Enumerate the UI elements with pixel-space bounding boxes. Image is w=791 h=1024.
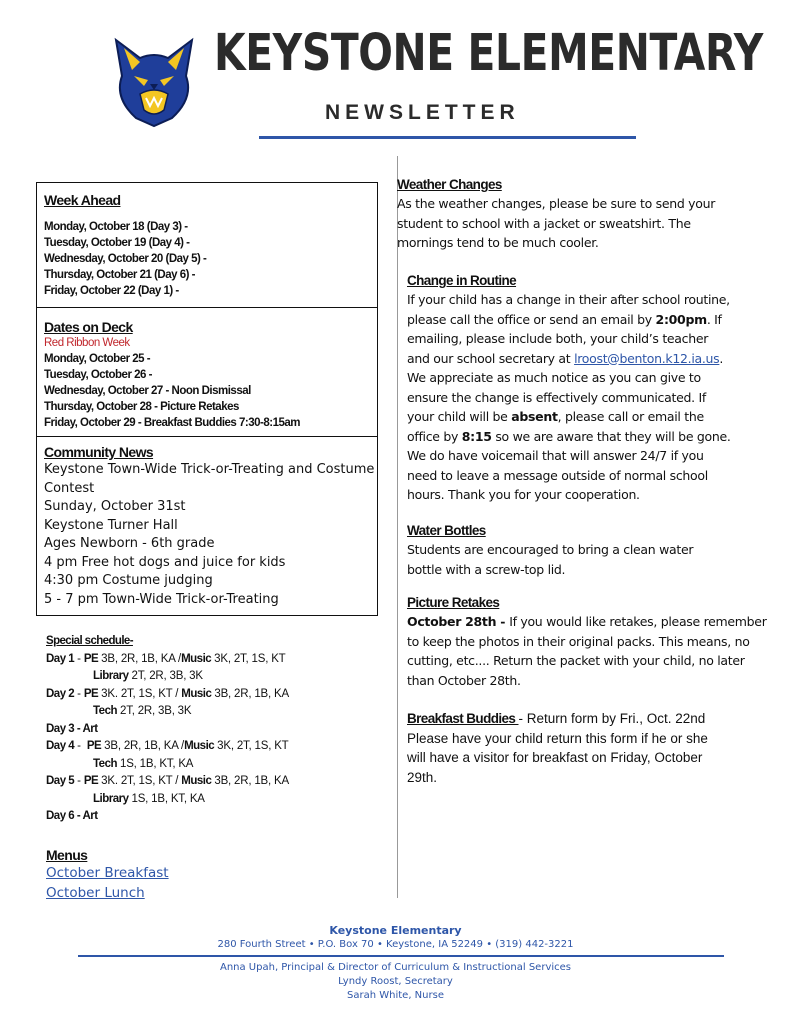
- routine-line: If your child has a change in their after school routine,: [407, 292, 730, 307]
- october-lunch-link[interactable]: October Lunch: [46, 884, 145, 901]
- special-schedule-heading: Special schedule-: [46, 635, 133, 647]
- community-line: 5 - 7 pm Town-Wide Trick-or-Treating: [44, 591, 279, 607]
- schedule-day-3: Day 3 - Art: [46, 722, 98, 735]
- routine-line: emailing, please include both, your child’s teacher: [407, 331, 709, 346]
- community-line: 4 pm Free hot dogs and juice for kids: [44, 554, 286, 570]
- water-section: [407, 521, 693, 579]
- wildcat-logo-icon: [110, 36, 198, 128]
- buddies-line: 29th.: [407, 769, 438, 785]
- secretary-email-link[interactable]: lroost@benton.k12.ia.us: [574, 350, 720, 366]
- community-news-heading: Community News: [44, 444, 154, 460]
- week-ahead-item: Monday, October 18 (Day 3) -: [44, 221, 188, 233]
- community-line: Sunday, October 31st: [44, 499, 186, 514]
- dates-on-deck-heading: Dates on Deck: [44, 319, 133, 335]
- routine-line: office by 8:15 so we are aware that they will be gone.: [407, 428, 731, 444]
- menus-section: [46, 847, 169, 903]
- weather-line: student to school with a jacket or sweatshirt. The: [397, 215, 691, 231]
- routine-line: hours. Thank you for your cooperation.: [407, 487, 640, 502]
- community-news-box: [36, 436, 378, 616]
- retakes-heading: Picture Retakes: [407, 595, 500, 610]
- footer-divider: [78, 955, 724, 957]
- buddies-section: [407, 709, 708, 787]
- weather-section: [397, 175, 715, 253]
- special-schedule: [46, 633, 376, 826]
- footer-school-name: Keystone Elementary: [329, 924, 462, 937]
- buddies-line: will have a visitor for breakfast on Friday, October: [407, 750, 703, 765]
- schedule-day-4-tech: Tech 1S, 1B, KT, KA: [93, 757, 194, 770]
- staff-line: Sarah White, Nurse: [347, 990, 444, 1001]
- routine-line: and our school secretary at lroost@benton.k12.ia.us.: [407, 350, 724, 366]
- week-ahead-item: Thursday, October 21 (Day 6) -: [44, 269, 195, 281]
- community-line: Keystone Turner Hall: [44, 517, 178, 533]
- retakes-line: than October 28th.: [407, 672, 521, 688]
- schedule-day-5: Day 5 - PE 3K. 2T, 1S, KT / Music 3B, 2R, 1B, KA: [46, 775, 289, 787]
- footer: [0, 924, 791, 950]
- dates-item: Monday, October 25 -: [44, 353, 151, 365]
- schedule-day-1: Day 1 - PE 3B, 2R, 1B, KA /Music 3K, 2T, 1S, KT: [46, 652, 286, 665]
- week-ahead-item: Tuesday, October 19 (Day 4) -: [44, 237, 190, 249]
- staff-line: Lyndy Roost, Secretary: [338, 976, 453, 987]
- week-ahead-heading: Week Ahead: [44, 192, 121, 208]
- routine-line: need to leave a message outside of normal school: [407, 467, 708, 483]
- community-line: Ages Newborn - 6th grade: [44, 536, 215, 551]
- routine-line: We appreciate as much notice as you can give to: [407, 370, 701, 385]
- retakes-line: cutting, etc.... Return the packet with your child, no later: [407, 653, 745, 668]
- dates-item: Wednesday, October 27 - Noon Dismissal: [44, 385, 251, 397]
- water-heading: Water Bottles: [407, 523, 486, 538]
- routine-line: We do have voicemail that will answer 24/7 if you: [407, 448, 704, 463]
- schedule-day-6: Day 6 - Art: [46, 810, 98, 822]
- schedule-day-4: Day 4 - PE 3B, 2R, 1B, KA /Music 3K, 2T, 1S, KT: [46, 740, 289, 752]
- header-divider: [259, 136, 636, 139]
- weather-heading: Weather Changes: [397, 177, 502, 192]
- dates-item: Tuesday, October 26 -: [44, 369, 152, 381]
- retakes-line: to keep the photos in their original packs. This means, no: [407, 633, 750, 649]
- routine-line: ensure the change is effectively communicated. If: [407, 389, 706, 405]
- footer-address: 280 Fourth Street • P.O. Box 70 • Keystone, IA 52249 • (319) 442-3221: [217, 939, 574, 950]
- week-ahead-item: Wednesday, October 20 (Day 5) -: [44, 253, 207, 265]
- red-ribbon-note: Red Ribbon Week: [44, 337, 130, 349]
- retakes-section: [407, 593, 767, 690]
- week-ahead-item: Friday, October 22 (Day 1) -: [44, 285, 179, 297]
- community-line: Contest: [44, 480, 95, 496]
- schedule-day-2: Day 2 - PE 3K. 2T, 1S, KT / Music 3B, 2R, 1B, KA: [46, 687, 289, 700]
- weather-line: mornings tend to be much cooler.: [397, 235, 599, 250]
- schedule-day-5-library: Library 1S, 1B, KT, KA: [93, 792, 205, 805]
- october-breakfast-link[interactable]: October Breakfast: [46, 865, 169, 881]
- column-divider: [397, 156, 398, 898]
- schedule-day-2-tech: Tech 2T, 2R, 3B, 3K: [93, 705, 192, 717]
- buddies-heading: Breakfast Buddies: [407, 711, 519, 726]
- newsletter-subtitle: NEWSLETTER: [325, 101, 520, 124]
- menus-heading: Menus: [46, 847, 88, 863]
- dates-on-deck-box: [36, 307, 378, 437]
- routine-line: please call the office or send an email by 2:00pm. If: [407, 311, 722, 327]
- weather-line: As the weather changes, please be sure to send your: [397, 196, 716, 211]
- community-line: 4:30 pm Costume judging: [44, 573, 213, 588]
- routine-section: [407, 271, 731, 505]
- routine-heading: Change in Routine: [407, 273, 517, 288]
- water-line: Students are encouraged to bring a clean water: [407, 542, 694, 557]
- dates-item: Friday, October 29 - Breakfast Buddies 7:30-8:15am: [44, 417, 301, 429]
- school-name: KEYSTONE ELEMENTARY: [214, 24, 763, 83]
- staff-line: Anna Upah, Principal & Director of Curriculum & Instructional Services: [219, 962, 571, 973]
- schedule-day-1-library: Library 2T, 2R, 3B, 3K: [93, 670, 203, 682]
- buddies-line: Please have your child return this form if he or she: [407, 730, 708, 746]
- buddies-line: Breakfast Buddies - Return form by Fri., Oct. 22nd: [407, 711, 706, 726]
- footer-staff: [0, 961, 791, 1003]
- community-line: Keystone Town-Wide Trick-or-Treating and Costume: [44, 462, 375, 477]
- routine-line: your child will be absent, please call or email the: [407, 409, 704, 424]
- dates-item: Thursday, October 28 - Picture Retakes: [44, 401, 239, 413]
- week-ahead-box: [36, 182, 378, 308]
- retakes-line: October 28th - If you would like retakes, please remember: [407, 614, 767, 629]
- water-line: bottle with a screw-top lid.: [407, 561, 566, 577]
